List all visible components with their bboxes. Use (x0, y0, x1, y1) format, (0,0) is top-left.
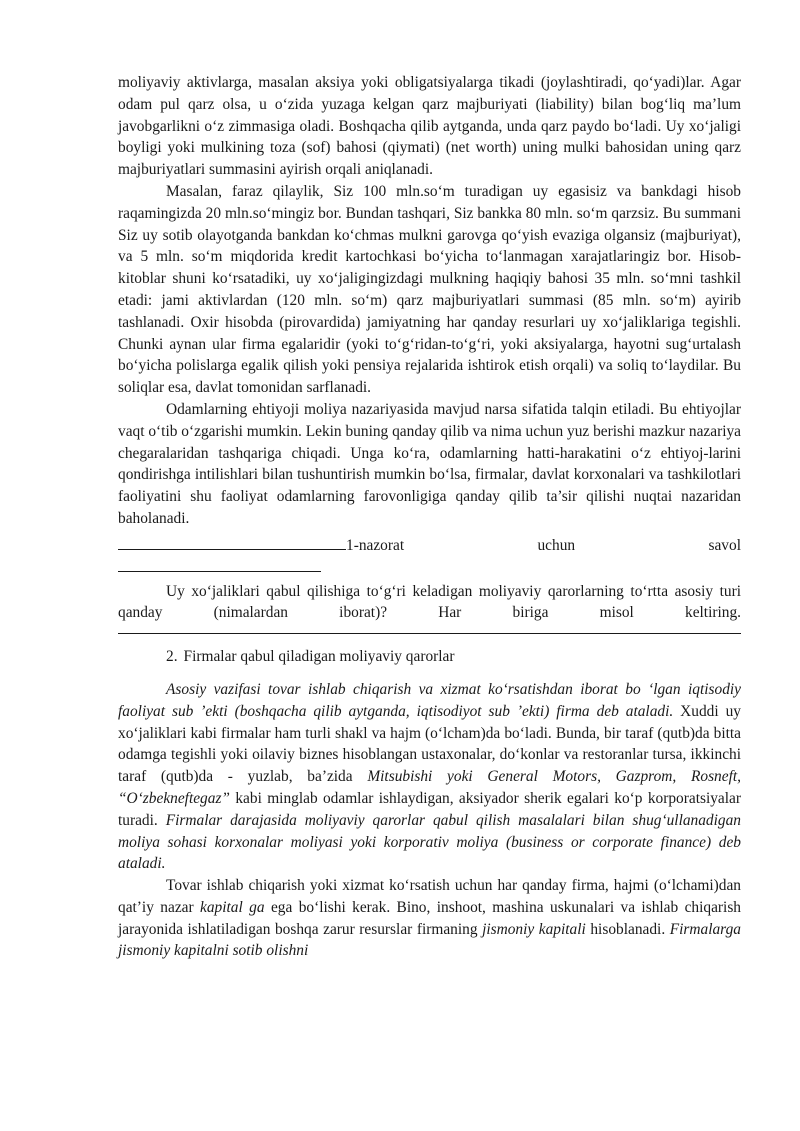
firm-text: Xuddi uy xo‘jaliklari kabi firmalar ham turli shakl va hajm (o‘lcham)da bo‘ladi. Bunda, bir taraf (qutb)da bitta odamga tegishli yoki oilaviy biznes hisoblangan ustaxonalar, do‘konlar va restoranlar tursa, ikkinchi taraf (qutb)da - yuzlab, ba’zida (118, 702, 741, 786)
paragraph-firm-definition (118, 679, 741, 875)
underline-rule (118, 535, 346, 550)
paragraph-liability: moliyaviy aktivlarga, masalan aksiya yoki obligatsiyalarga tikadi (joylashtiradi, qo‘yadi)lar. Agar odam pul qarz olsa, u o‘zida yuzaga kelgan qarz majburiyati (liability) bilan bog‘liq ma’lum javobgarlikni o‘z zimmasiga oladi. Boshqacha qilib aytganda, unda qarz paydo bo‘ladi. Uy xo‘jaligi boyligi yoki mulkining toza (sof) bahosi (qiymati) (net worth) uning mulki bahosidan uning qarz majburiyatlari summasini ayirish orqali aniqlanadi. (118, 74, 741, 179)
paragraph-needs: Odamlarning ehtiyoji moliya nazariyasida mavjud narsa sifatida talqin etiladi. Bu ehtiyojlar vaqt o‘tib o‘zgarishi mumkin. Lekin buning qanday qilib va nima uchun yuz berishi mazkur nazariya chegaralaridan tashqariga chiqadi. Unga ko‘ra, odamlarning hatti-harakatini o‘z ehtiyoj-larini qondirishga intilishlari bilan tushuntirish mumkin bo‘lsa, firmalar, davlat korxonalari va tashkilotlari faoliyatini shu faoliyat odamlarning farovonligiga qanday qilib ta’sir qilishi nuqtai nazaridan baholanadi. (118, 400, 741, 527)
firm-definition-italic: Asosiy vazifasi tovar ishlab chiqarish va xizmat ko‘rsatishdan iborat bo ‘lgan iqtisodiy faoliyat sub ’ekti (boshqacha qilib aytganda, iqtisodiyot sub ’ekti) firma deb ataladi. (118, 680, 741, 720)
paragraph-example: Masalan, faraz qilaylik, Siz 100 mln.so‘m turadigan uy egasisiz va bankdagi hisob raqamingizda 20 mln.so‘mingiz bor. Bundan tashqari, Siz bankka 80 mln. so‘m qarzsiz. Bu summani Siz uy sotib olayotganda bankdan ko‘chmas mulkni garovga qo‘yish evaziga olgansiz (majburiyat), va 5 mln. so‘m miqdorida kredit kartochkasi bo‘yicha to‘lanmagan xarajatlaringiz bor. Hisob-kitoblar shuni ko‘rsatadiki, uy xo‘jaligingizdagi mulkning haqiqiy bahosi 35 mln. so‘mni tashkil etadi: jami aktivlardan (120 mln. so‘m) qarz majburiyatlari summasi (85 mln. so‘m) ayirib tashlanadi. Oxir hisobda (pirovardida) jamiyatning har qanday resurlari uy xo‘jaliklariga tegishli. Chunki aynan ular firma egalaridir (yoki to‘g‘ridan-to‘g‘ri, yoki aksiyalarga, hayotni sug‘urtalash bo‘yicha polislarga egalik qilish yoki pensiya rejalarida ishtirok etish orqali) va soliq to‘laydilar. Bu soliqlar esa, davlat tomonidan sarflanadi. (118, 182, 741, 397)
physical-capital-purchase-italic: Firmalarga jismoniy kapitalni sotib olishni (118, 920, 741, 960)
paragraph-capital (118, 875, 741, 962)
capital-text: Tovar ishlab chiqarish yoki xizmat ko‘rsatish uchun har qanday firma, hajmi (o‘lchami)dan qat’iy nazar (118, 877, 741, 916)
control-question: Uy xo‘jaliklari qabul qilishiga to‘g‘ri keladigan moliyaviy qarorlarning to‘rtta asosiy turi qanday (nimalardan iborat)? Har biriga misol keltiring. (118, 582, 741, 622)
capital-term-italic: kapital ga (200, 898, 265, 916)
physical-capital-italic: jismoniy kapitali (482, 920, 586, 938)
underline-rule (118, 557, 321, 572)
corporate-finance-italic: Firmalar darajasida moliyaviy qarorlar qabul qilish masalalari bilan shug‘ullanadigan moliya sohasi korxonalar moliyasi yoki korporativ moliya (business or corporate finance) deb ataladi. (118, 811, 741, 873)
capital-text: hisoblanadi. (585, 920, 670, 938)
control-word-savol: savol (708, 536, 741, 554)
section-number: 2. (166, 648, 178, 666)
document-page (118, 72, 741, 962)
section-title: Firmalar qabul qiladigan moliyaviy qarorlar (183, 648, 455, 666)
company-names-italic: Mitsubishi yoki General Motors, Gazprom, Rosneft, “O‘zbekneftegaz” (118, 768, 741, 807)
horizontal-divider (118, 624, 741, 634)
section-heading (118, 646, 741, 668)
firm-text: kabi minglab odamlar ishlaydigan, aksiyador sherik egalari ko‘p korporatsiyalar turadi. (118, 789, 741, 829)
control-title-group (118, 535, 404, 557)
control-question-header (118, 535, 741, 557)
capital-text: ega bo‘lishi kerak. Bino, inshoot, mashina uskunalari va ishlab chiqarish jarayonida ishlatiladigan boshqa zarur resurslar firmaning (118, 898, 741, 938)
control-word-uchun: uchun (537, 536, 576, 554)
control-label: 1-nazorat (346, 536, 405, 554)
